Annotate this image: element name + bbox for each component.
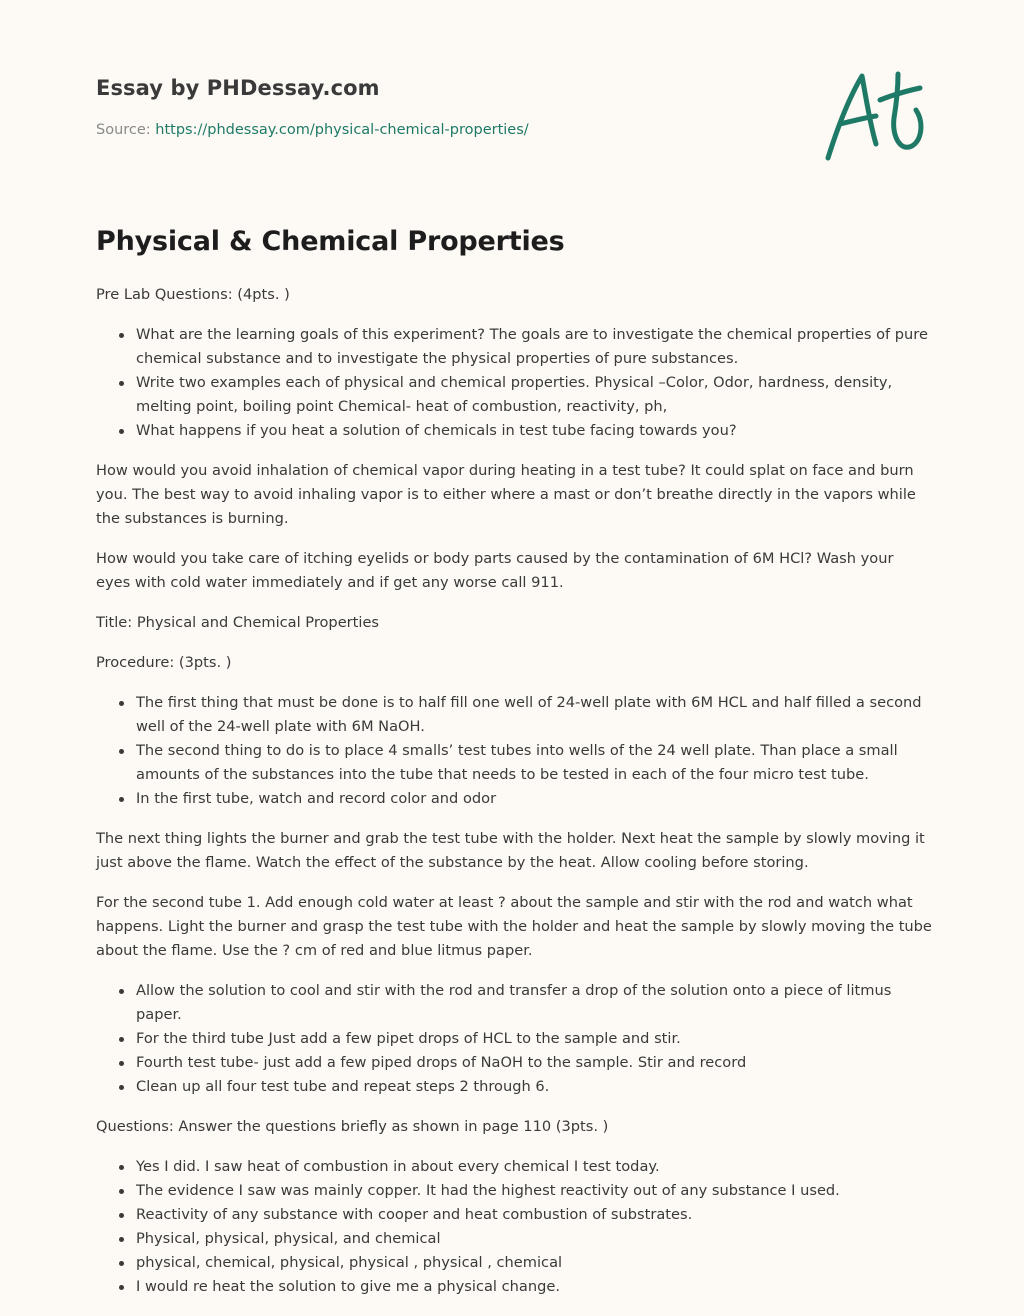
list-item: Write two examples each of physical and chemical properties. Physical –Color, Odor, hardness, density, melting point, boiling point Chemical- heat of combustion, reactivity, ph, — [136, 371, 932, 419]
paragraph-second-tube: For the second tube 1. Add enough cold water at least ? about the sample and stir with the rod and watch what happens. Light the burner and grasp the test tube with the holder and heat the sample by slowly moving the tube about the flame. Use the ? cm of red and blue litmus paper. — [96, 894, 932, 959]
list-item: physical, chemical, physical, physical , physical , chemical — [136, 1251, 932, 1275]
source-line — [96, 122, 796, 138]
list-item: I would re heat the solution to give me a physical change. — [136, 1275, 932, 1299]
source-link[interactable]: https://phdessay.com/physical-chemical-properties/ — [155, 122, 529, 138]
list-item: What are the learning goals of this experiment? The goals are to investigate the chemical properties of pure chemical substance and to investigate the physical properties of pure substances. — [136, 323, 932, 371]
paragraph-itching: How would you take care of itching eyelids or body parts caused by the contamination of 6M HCl? Wash your eyes with cold water immediately and if get any worse call 911. — [96, 550, 894, 591]
list-item: Physical, physical, physical, and chemical — [136, 1227, 932, 1251]
source-label: Source: — [96, 122, 156, 138]
list-item: The evidence I saw was mainly copper. It had the highest reactivity out of any substance I used. — [136, 1179, 932, 1203]
a-plus-logo-icon — [818, 66, 930, 166]
prelab-list — [96, 323, 932, 443]
title-line: Title: Physical and Chemical Properties — [96, 614, 380, 631]
questions-heading: Questions: Answer the questions briefly as shown in page 110 (3pts. ) — [96, 1118, 609, 1135]
page-header — [96, 76, 796, 138]
list-item: Allow the solution to cool and stir with the rod and transfer a drop of the solution onto a piece of litmus paper. — [136, 979, 932, 1027]
list-item: In the first tube, watch and record color and odor — [136, 787, 932, 811]
list-item: What happens if you heat a solution of chemicals in test tube facing towards you? — [136, 419, 932, 443]
page-title: Physical & Chemical Properties — [96, 226, 565, 257]
brand-title: Essay by PHDessay.com — [96, 76, 380, 100]
list-item: The second thing to do is to place 4 smalls’ test tubes into wells of the 24 well plate. Than place a small amounts of the substances into the tube that needs to be tested in each of the four micro test tube. — [136, 739, 932, 787]
essay-content — [96, 226, 932, 1315]
list-item: For the third tube Just add a few pipet drops of HCL to the sample and stir. — [136, 1027, 932, 1051]
prelab-heading: Pre Lab Questions: (4pts. ) — [96, 286, 290, 303]
steps-list — [96, 979, 932, 1099]
list-item: Yes I did. I saw heat of combustion in about every chemical I test today. — [136, 1155, 932, 1179]
list-item: Fourth test tube- just add a few piped drops of NaOH to the sample. Stir and record — [136, 1051, 932, 1075]
list-item: Reactivity of any substance with cooper and heat combustion of substrates. — [136, 1203, 932, 1227]
procedure-heading: Procedure: (3pts. ) — [96, 654, 232, 671]
procedure-list — [96, 691, 932, 811]
paragraph-burner: The next thing lights the burner and grab the test tube with the holder. Next heat the sample by slowly moving it just above the flame. Watch the effect of the substance by the heat. Allow cooling before storing. — [96, 830, 925, 871]
paragraph-inhalation: How would you avoid inhalation of chemical vapor during heating in a test tube? It could splat on face and burn you. The best way to avoid inhaling vapor is to either where a mast or don’t breathe directly in the vapors while the substances is burning. — [96, 462, 916, 527]
list-item: Clean up all four test tube and repeat steps 2 through 6. — [136, 1075, 932, 1099]
list-item: The first thing that must be done is to half fill one well of 24-well plate with 6M HCL and half filled a second well of the 24-well plate with 6M NaOH. — [136, 691, 932, 739]
answers-list — [96, 1155, 932, 1299]
